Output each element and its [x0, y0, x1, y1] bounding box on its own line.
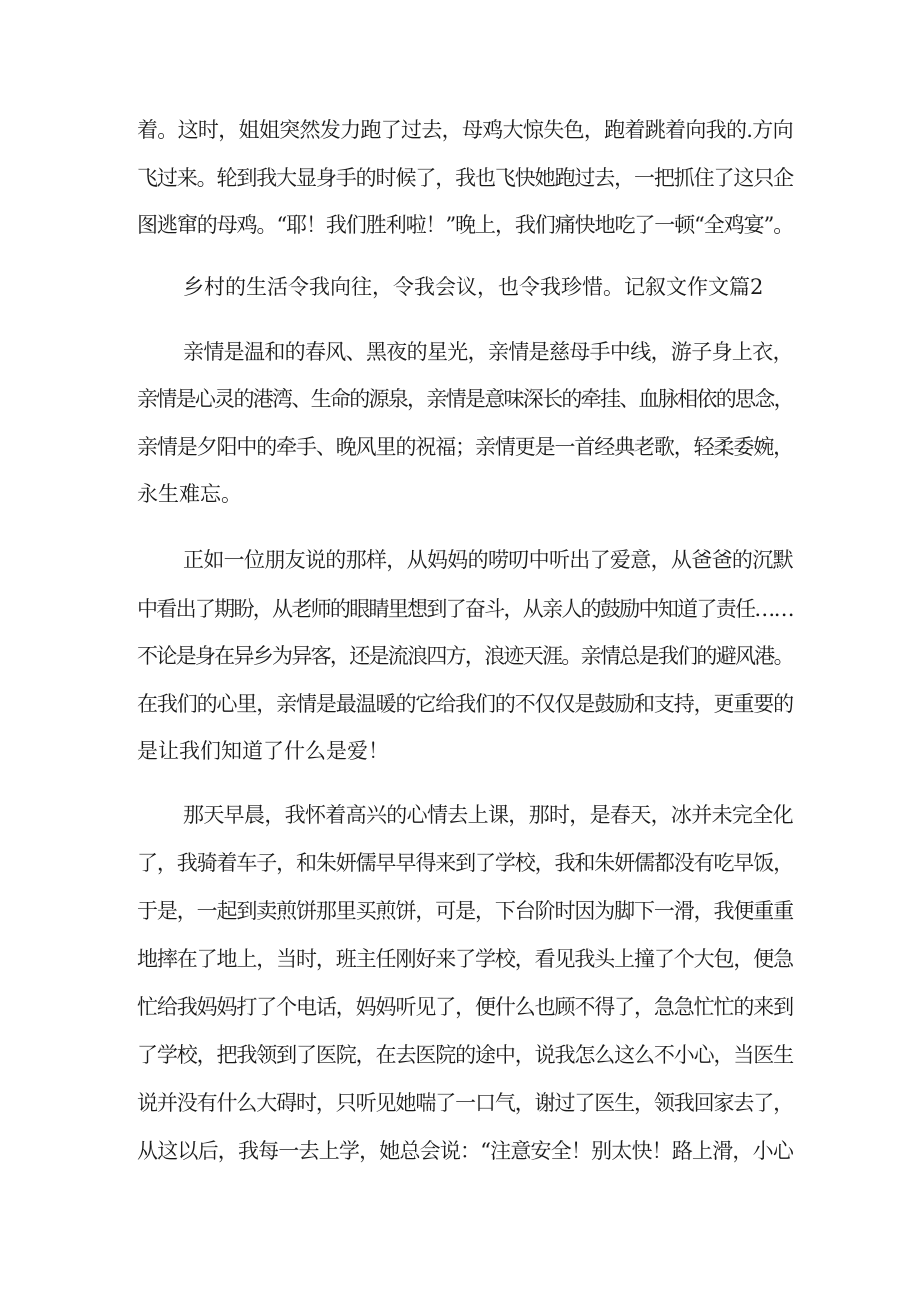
- text-line: 于是，一起到卖煎饼那里买煎饼，可是，下台阶时因为脚下一滑，我便重重: [137, 899, 794, 923]
- text-line: 不论是身在异乡为异客，还是流浪四方，浪迹天涯。亲情总是我们的避风港。: [137, 644, 793, 668]
- text-line: 飞过来。轮到我大显身手的时候了，我也飞快她跑过去，一把抓住了这只企: [137, 166, 794, 190]
- text-line: 说并没有什么大碍时，只听见她喘了一口气，谢过了医生，领我回家去了，: [137, 1091, 794, 1115]
- text-line: 中看出了期盼，从老师的眼睛里想到了奋斗，从亲人的鼓励中知道了责任……: [137, 597, 793, 621]
- text-line: 了学校，把我领到了医院，在去医院的途中，说我怎么这么不小心，当医生: [137, 1043, 794, 1067]
- text-line: 是让我们知道了什么是爱！: [137, 739, 389, 763]
- text-line: 图逃窜的母鸡。“耶！我们胜利啦！”晚上，我们痛快地吃了一顿“全鸡宴”。: [137, 213, 794, 237]
- text-line: 从这以后，我每一去上学，她总会说：“注意安全！别太快！路上滑，小心: [137, 1139, 794, 1163]
- text-line: 那天早晨，我怀着高兴的心情去上课，那时，是春天，冰并未完全化: [183, 803, 793, 827]
- text-line: 忙给我妈妈打了个电话，妈妈听见了，便什么也顾不得了，急急忙忙的来到: [137, 995, 794, 1019]
- text-line: 亲情是心灵的港湾、生命的源泉，亲情是意味深长的牵挂、血脉相依的思念，: [137, 387, 793, 411]
- text-line: 地摔在了地上，当时，班主任刚好来了学校，看见我头上撞了个大包，便急: [137, 947, 794, 971]
- text-line: 亲情是夕阳中的牵手、晚风里的祝福；亲情更是一首经典老歌，轻柔委婉，: [137, 435, 794, 459]
- text-line: 乡村的生活令我向往，令我会议，也令我珍惜。记叙文作文篇2: [183, 275, 764, 299]
- text-line: 着。这时，姐姐突然发力跑了过去，母鸡大惊失色，跑着跳着向我的.方向: [137, 118, 793, 142]
- text-line: 了，我骑着车子，和朱妍儒早早得来到了学校，我和朱妍儒都没有吃早饭，: [137, 851, 794, 875]
- text-line: 永生难忘。: [137, 482, 242, 506]
- text-line: 正如一位朋友说的那样，从妈妈的唠叨中听出了爱意，从爸爸的沉默: [183, 548, 793, 572]
- text-line: 在我们的心里，亲情是最温暖的它给我们的不仅仅是鼓励和支持，更重要的: [137, 692, 794, 716]
- text-line: 亲情是温和的春风、黑夜的星光，亲情是慈母手中线，游子身上衣，: [183, 340, 793, 364]
